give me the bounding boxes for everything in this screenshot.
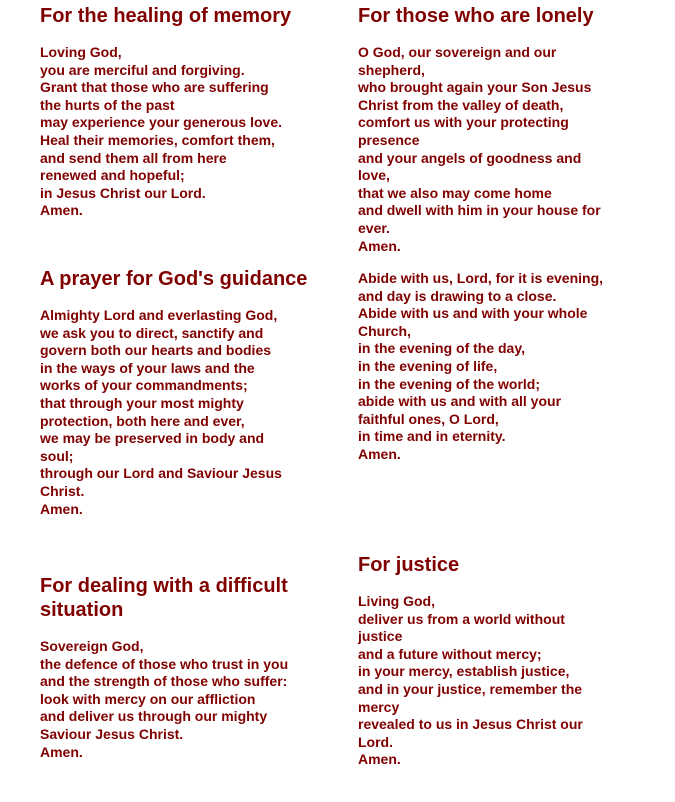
- prayer-line: deliver us from a world without: [358, 610, 565, 627]
- prayer-line: and your angels of goodness and: [358, 149, 582, 166]
- prayer-amen: Amen.: [358, 445, 401, 462]
- prayer-line: renewed and hopeful;: [40, 167, 185, 184]
- prayer-line: and dwell with him in your house for: [358, 202, 601, 219]
- prayer-line: in the evening of the world;: [358, 375, 540, 392]
- prayer-line: the defence of those who trust in you: [40, 655, 289, 672]
- prayer-title: For dealing with a difficult situation: [40, 575, 288, 621]
- prayer-line: mercy: [358, 698, 400, 715]
- prayer-line: Abide with us and with your whole: [358, 305, 588, 322]
- prayer-line: revealed to us in Jesus Christ our: [358, 716, 583, 733]
- prayer-amen: Amen.: [40, 500, 83, 517]
- prayer-amen: Amen.: [358, 751, 401, 768]
- prayer-line: shepherd,: [358, 61, 425, 78]
- prayer-line: through our Lord and Saviour Jesus: [40, 465, 282, 482]
- prayer-line: protection, both here and ever,: [40, 412, 245, 429]
- prayer-line: in the evening of life,: [358, 357, 498, 374]
- prayer-line: ever.: [358, 219, 390, 236]
- prayer-title: A prayer for God's guidance: [40, 268, 308, 290]
- prayer-line: govern both our hearts and bodies: [40, 342, 272, 359]
- prayer-text: [358, 593, 650, 769]
- prayer-title: For those who are lonely: [358, 5, 594, 27]
- prayer-line: we ask you to direct, sanctify and: [40, 324, 264, 341]
- prayer-line: soul;: [40, 447, 74, 464]
- prayer-line: Saviour Jesus Christ.: [40, 725, 184, 742]
- prayer-gods-guidance: [40, 267, 332, 518]
- prayer-text: [40, 307, 332, 518]
- prayer-amen: Amen.: [40, 202, 83, 219]
- prayer-line: and in your justice, remember the: [358, 680, 583, 697]
- prayer-difficult-situation: [40, 574, 332, 761]
- prayer-text: [40, 638, 332, 761]
- prayer-line: Grant that those who are suffering: [40, 79, 269, 96]
- prayer-justice: [358, 553, 650, 769]
- prayer-line: and day is drawing to a close.: [358, 287, 557, 304]
- prayer-line: comfort us with your protecting: [358, 114, 569, 131]
- prayer-healing-of-memory: [40, 4, 332, 220]
- prayer-line: and the strength of those who suffer:: [40, 673, 288, 690]
- prayer-line: that we also may come home: [358, 184, 552, 201]
- prayer-line: love,: [358, 167, 390, 184]
- prayer-line: in the ways of your laws and the: [40, 359, 255, 376]
- prayer-line: Christ from the valley of death,: [358, 96, 564, 113]
- prayer-line: justice: [358, 628, 403, 645]
- prayer-line: look with mercy on our affliction: [40, 690, 256, 707]
- prayer-line: and send them all from here: [40, 149, 227, 166]
- prayer-line: Sovereign God,: [40, 638, 144, 654]
- prayer-amen: Amen.: [40, 743, 83, 760]
- prayer-line: Lord.: [358, 733, 393, 750]
- prayer-amen: Amen.: [358, 237, 401, 254]
- prayer-line: Loving God,: [40, 44, 122, 60]
- prayer-line: presence: [358, 131, 420, 148]
- prayer-line: may experience your generous love.: [40, 114, 282, 131]
- prayer-line: the hurts of the past: [40, 96, 175, 113]
- prayer-line: we may be preserved in body and: [40, 430, 265, 447]
- prayer-line: Heal their memories, comfort them,: [40, 131, 275, 148]
- prayer-line: in your mercy, establish justice,: [358, 663, 570, 680]
- prayer-line: in the evening of the day,: [358, 340, 525, 357]
- prayer-line: Church,: [358, 322, 411, 339]
- prayer-abide-with-us: [358, 270, 650, 464]
- prayer-text: [358, 44, 650, 255]
- prayer-line: and deliver us through our mighty: [40, 708, 268, 725]
- prayer-line: who brought again your Son Jesus: [358, 79, 592, 96]
- prayer-line: and a future without mercy;: [358, 645, 542, 662]
- prayer-line: that through your most mighty: [40, 394, 244, 411]
- prayer-text: [358, 270, 650, 464]
- prayer-lonely: [358, 4, 650, 255]
- prayer-line: in Jesus Christ our Lord.: [40, 184, 206, 201]
- prayer-text: [40, 44, 332, 220]
- prayer-title: For the healing of memory: [40, 5, 292, 27]
- prayer-line: abide with us and with all your: [358, 393, 562, 410]
- prayer-line: O God, our sovereign and our: [358, 44, 557, 60]
- prayer-line: you are merciful and forgiving.: [40, 61, 245, 78]
- prayer-line: Christ.: [40, 482, 85, 499]
- prayer-line: Living God,: [358, 593, 435, 609]
- prayer-line: Almighty Lord and everlasting God,: [40, 307, 278, 323]
- prayer-line: works of your commandments;: [40, 377, 248, 394]
- prayer-line: Abide with us, Lord, for it is evening,: [358, 270, 604, 286]
- prayer-line: in time and in eternity.: [358, 428, 506, 445]
- prayer-title: For justice: [358, 554, 460, 576]
- prayer-line: faithful ones, O Lord,: [358, 410, 499, 427]
